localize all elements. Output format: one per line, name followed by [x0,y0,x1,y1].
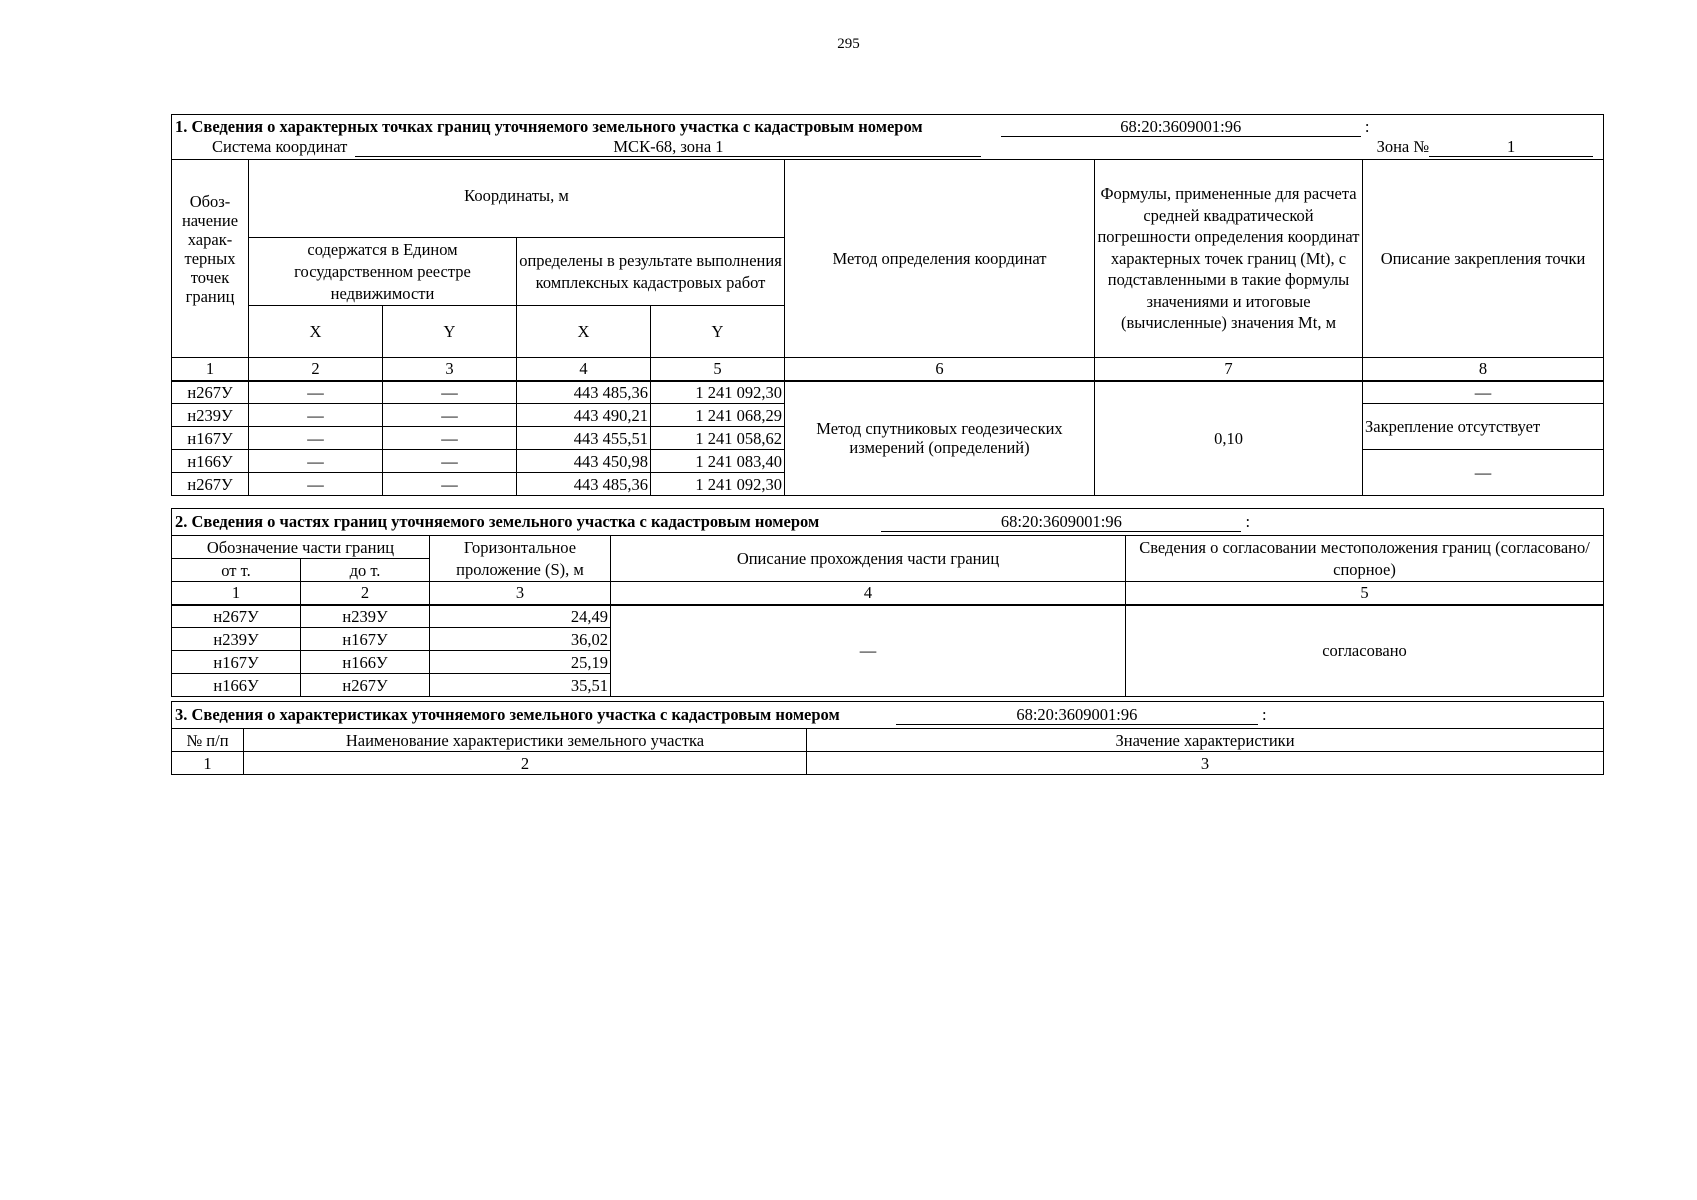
col-number: 2 [249,358,383,381]
x-value: 443 485,36 [517,473,651,496]
zone-value: 1 [1429,137,1593,157]
y-value: 1 241 092,30 [651,381,785,404]
x-egrn: — [249,473,383,496]
col-number: 2 [301,582,430,605]
header-y-result: Y [651,306,785,358]
y-egrn: — [383,404,517,427]
col-number: 1 [172,358,249,381]
y-egrn: — [383,473,517,496]
fixing-value: Закрепление отсутствует [1363,404,1604,450]
col-number: 5 [1126,582,1604,605]
header-egrn: содержатся в Едином государственном реестре недвижимости [249,238,517,306]
to-point: н267У [301,674,430,697]
from-point: н239У [172,628,301,651]
col-number: 6 [785,358,1095,381]
header-num: № п/п [172,729,244,752]
x-value: 443 455,51 [517,427,651,450]
section3-colon: : [1261,705,1267,724]
header-agreement: Сведения о согласовании местоположения границ (согласовано/спорное) [1126,536,1604,582]
section3-title: 3. Сведения о характеристиках уточняемого земельного участка с кадастровым номером [175,705,840,724]
header-to: до т. [301,559,430,582]
from-point: н267У [172,605,301,628]
length-value: 35,51 [430,674,611,697]
section1-colon: : [1364,117,1370,136]
x-value: 443 450,98 [517,450,651,473]
header-formulas: Формулы, примененные для расчета средней квадратической погрешности определения координат характерных точек границ (Mt), с подставленными в такие формулы значениями и итоговые (вычисленные) значения Mt, м [1095,160,1363,358]
y-egrn: — [383,427,517,450]
x-egrn: — [249,427,383,450]
col-number: 1 [172,752,244,775]
length-value: 36,02 [430,628,611,651]
x-value: 443 490,21 [517,404,651,427]
to-point: н167У [301,628,430,651]
x-egrn: — [249,381,383,404]
mt-value: 0,10 [1095,381,1363,496]
fixing-value: — [1363,381,1604,404]
col-number: 1 [172,582,301,605]
x-egrn: — [249,404,383,427]
agreement-value: согласовано [1126,605,1604,697]
section3-table [171,701,1604,775]
section2-table [171,508,1604,697]
header-name: Наименование характеристики земельного участка [244,729,807,752]
col-number: 3 [807,752,1604,775]
y-value: 1 241 068,29 [651,404,785,427]
length-value: 25,19 [430,651,611,674]
col-number: 4 [611,582,1126,605]
col-number: 4 [517,358,651,381]
table-row [172,381,1604,404]
y-value: 1 241 058,62 [651,427,785,450]
col-number: 5 [651,358,785,381]
header-length: Горизонтальное проложение (S), м [430,536,611,582]
zone-label: Зона № [1376,137,1430,156]
table-row [172,605,1604,628]
from-point: н167У [172,651,301,674]
point-name: н166У [172,450,249,473]
fixing-value: — [1363,450,1604,496]
section2-title: 2. Сведения о частях границ уточняемого земельного участка с кадастровым номером [175,512,820,531]
header-coords: Координаты, м [249,160,785,238]
y-egrn: — [383,381,517,404]
col-number: 3 [383,358,517,381]
col-number: 7 [1095,358,1363,381]
section2-cadastral-number: 68:20:3609001:96 [881,512,1241,532]
length-value: 24,49 [430,605,611,628]
coord-system-label: Система координат [212,137,348,156]
y-value: 1 241 083,40 [651,450,785,473]
point-name: н239У [172,404,249,427]
header-from: от т. [172,559,301,582]
section1-title: 1. Сведения о характерных точках границ уточняемого земельного участка с кадастровым номером [175,117,923,136]
header-value: Значение характеристики [807,729,1604,752]
page-number: 295 [837,36,860,52]
point-name: н267У [172,381,249,404]
section1-cadastral-number: 68:20:3609001:96 [1001,117,1361,137]
header-part: Обозначение части границ [172,536,430,559]
header-description: Описание прохождения части границ [611,536,1126,582]
section2-colon: : [1245,512,1251,531]
x-value: 443 485,36 [517,381,651,404]
section3-cadastral-number: 68:20:3609001:96 [896,705,1258,725]
x-egrn: — [249,450,383,473]
col-number: 3 [430,582,611,605]
col-number: 2 [244,752,807,775]
header-method: Метод определения координат [785,160,1095,358]
from-point: н166У [172,674,301,697]
method-value: Метод спутниковых геодезических измерений (определений) [785,381,1095,496]
y-egrn: — [383,450,517,473]
to-point: н166У [301,651,430,674]
header-x-egrn: X [249,306,383,358]
point-name: н167У [172,427,249,450]
header-y-egrn: Y [383,306,517,358]
header-fixing: Описание закрепления точки [1363,160,1604,358]
col-number: 8 [1363,358,1604,381]
coord-system-value: МСК-68, зона 1 [355,137,981,157]
section1-table [171,114,1604,496]
header-result: определены в результате выполнения комплексных кадастровых работ [517,238,785,306]
description-value: — [611,605,1126,697]
to-point: н239У [301,605,430,628]
point-name: н267У [172,473,249,496]
y-value: 1 241 092,30 [651,473,785,496]
header-point: Обоз-начение харак-терных точек границ [172,160,249,358]
header-x-result: X [517,306,651,358]
